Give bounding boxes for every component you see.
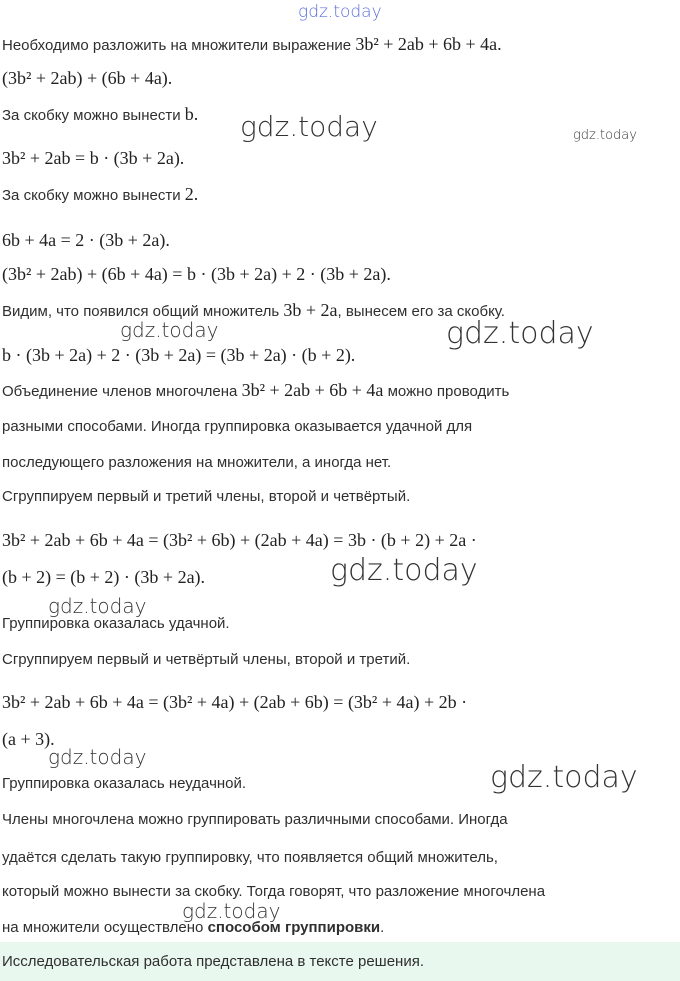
grouping-3-intro: Сгруппируем первый и четвёртый члены, второй и третий. <box>2 651 411 668</box>
expression-main: 3b² + 2ab + 6b + 4a. <box>355 34 502 54</box>
paragraph-1-line-3: последующего разложения на множители, а иногда нет. <box>2 454 392 471</box>
conclusion-line-1: Члены многочлена можно группировать различными способами. Иногда <box>2 811 508 828</box>
watermark-8: gdz.today <box>490 760 638 795</box>
equation-b: 3b² + 2ab = b · (3b + 2a). <box>2 148 185 168</box>
watermark-2: gdz.today <box>573 128 637 143</box>
factor-b-text: За скобку можно вынести <box>2 107 181 124</box>
equation-grouping-3b: (a + 3). <box>2 729 55 749</box>
factor-2-math: 2. <box>184 184 199 204</box>
conclusion-line-3: который можно вынести за скобку. Тогда говорят, что разложение многочлена <box>2 883 546 900</box>
common-factor-math: 3b + 2a <box>283 300 338 320</box>
paragraph-1-line-2: разными способами. Иногда группировка оказывается удачной для <box>2 418 473 435</box>
method-name: способом группировки <box>207 919 381 936</box>
watermark-4: gdz.today <box>446 316 594 351</box>
grouping-2-intro: Сгруппируем первый и третий члены, второй и четвёртый. <box>2 488 411 505</box>
watermark-3: gdz.today <box>120 318 219 342</box>
watermark-top: gdz.today <box>298 2 382 22</box>
common-factor-text: Видим, что появился общий множитель <box>2 303 280 320</box>
grouping-1: (3b² + 2ab) + (6b + 4a). <box>2 68 173 88</box>
common-factor-line <box>2 300 505 322</box>
factor-2-line <box>2 184 198 206</box>
equation-2: 6b + 4a = 2 · (3b + 2a). <box>2 230 170 250</box>
grouping-2-success: Группировка оказалась удачной. <box>2 615 230 632</box>
watermark-6: gdz.today <box>48 594 147 618</box>
para1-text-c: можно проводить <box>387 383 510 400</box>
watermark-5: gdz.today <box>330 553 478 588</box>
watermark-9: gdz.today <box>182 899 281 923</box>
intro-text: Необходимо разложить на множители выражение <box>2 37 352 54</box>
para1-text-a: Объединение членов многочлена <box>2 383 238 400</box>
footer-text: Исследовательская работа представлена в тексте решения. <box>2 953 425 970</box>
common-factor-text-2: , вынесем его за скобку. <box>337 303 505 320</box>
factor-b-line <box>2 104 198 126</box>
grouping-3-fail: Группировка оказалась неудачной. <box>2 775 247 792</box>
equation-factored: b · (3b + 2a) + 2 · (3b + 2a) = (3b + 2a) · (b + 2). <box>2 345 356 365</box>
conclusion-line-2: удаётся сделать такую группировку, что появляется общий множитель, <box>2 849 498 866</box>
equation-combined: (3b² + 2ab) + (6b + 4a) = b · (3b + 2a) + 2 · (3b + 2a). <box>2 264 391 284</box>
footer-banner <box>0 942 680 981</box>
para1-math: 3b² + 2ab + 6b + 4a <box>241 380 384 400</box>
equation-grouping-3a: 3b² + 2ab + 6b + 4a = (3b² + 4a) + (2ab + 6b) = (3b² + 4a) + 2b · <box>2 692 468 712</box>
conclusion-line-4 <box>2 918 384 938</box>
factor-2-text: За скобку можно вынести <box>2 187 181 204</box>
intro-line <box>2 34 502 56</box>
watermark-1: gdz.today <box>240 110 378 143</box>
conclusion-text-a: на множители осуществлено <box>2 919 204 936</box>
equation-grouping-2b: (b + 2) = (b + 2) · (3b + 2a). <box>2 567 206 587</box>
paragraph-1-line-1 <box>2 380 509 402</box>
watermark-7: gdz.today <box>48 745 147 769</box>
conclusion-text-c: . <box>380 919 385 936</box>
equation-grouping-2a: 3b² + 2ab + 6b + 4a = (3b² + 6b) + (2ab + 4a) = 3b · (b + 2) + 2a · <box>2 530 477 550</box>
factor-b-math: b. <box>184 104 199 124</box>
